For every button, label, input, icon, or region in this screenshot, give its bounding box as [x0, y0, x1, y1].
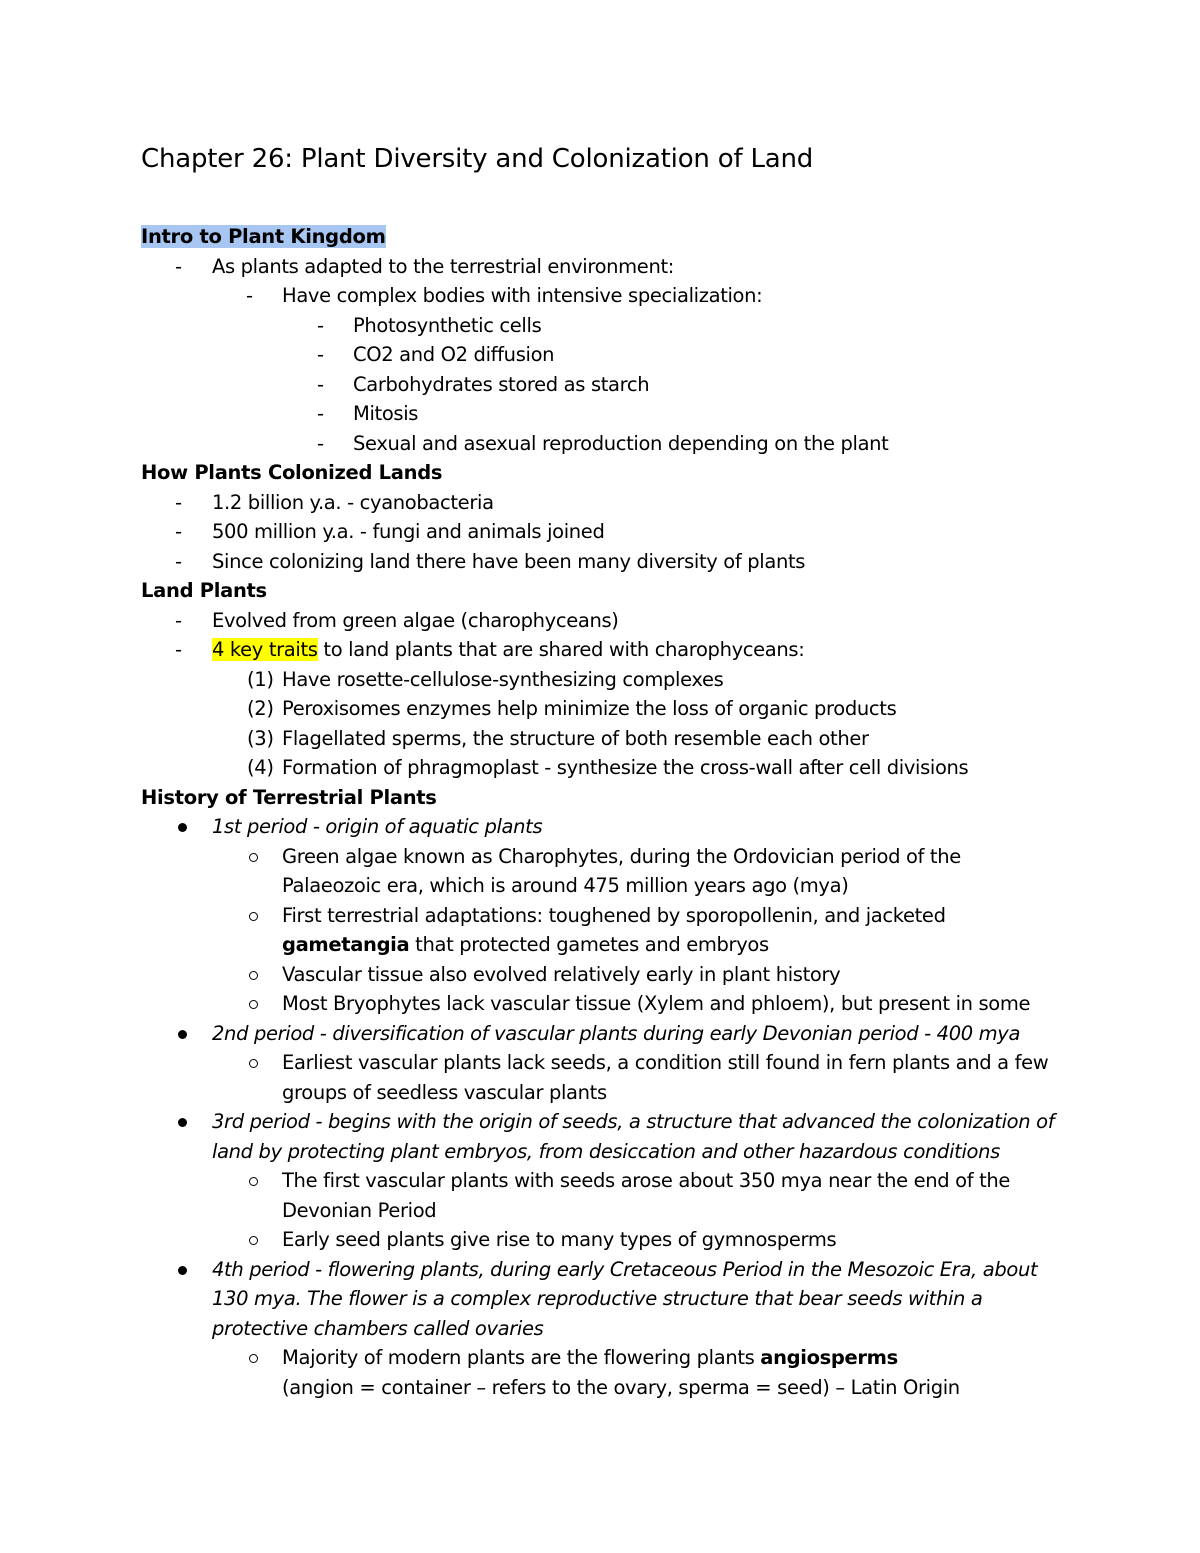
sub-bullet-continuation: gametangia that protected gametes and embryos [282, 933, 769, 956]
numbered-item: (2) Peroxisomes enzymes help minimize the loss of organic products [247, 697, 897, 720]
list-item: - 500 million y.a. - fungi and animals joined [175, 520, 605, 543]
sub-bullet-item: Early seed plants give rise to many types of gymnosperms [141, 1225, 1071, 1255]
circle-bullet-icon [249, 1000, 258, 1009]
circle-bullet-icon [249, 971, 258, 980]
list-item: - 4 key traits to land plants that are shared with charophyceans: [175, 638, 805, 661]
circle-bullet-icon [249, 853, 258, 862]
page-title: Chapter 26: Plant Diversity and Colonization of Land [141, 144, 814, 174]
sub-bullet-item: Green algae known as Charophytes, during the Ordovician period of the [141, 842, 1071, 872]
numbered-item: (4) Formation of phragmoplast - synthesize the cross-wall after cell divisions [247, 756, 969, 779]
bullet-continuation: protective chambers called ovaries [212, 1316, 544, 1340]
sub-bullet-item: The first vascular plants with seeds arose about 350 mya near the end of the [141, 1166, 1071, 1196]
document [141, 138, 1071, 1402]
bullet-continuation: 130 mya. The flower is a complex reproductive structure that bear seeds within a [212, 1287, 983, 1310]
sub-bullet-item: Majority of modern plants are the flowering plants angiosperms [141, 1343, 1071, 1373]
numbered-item: (1) Have rosette-cellulose-synthesizing complexes [247, 667, 724, 691]
list-item: - Mitosis [317, 402, 419, 425]
numbered-item: (3) Flagellated sperms, the structure of both resemble each other [247, 726, 869, 750]
bullet-continuation: land by protecting plant embryos, from desiccation and other hazardous conditions [212, 1139, 1000, 1163]
bullet-item: 2nd period - diversification of vascular plants during early Devonian period - 400 mya [141, 1019, 1071, 1049]
list-item: - Have complex bodies with intensive specialization: [246, 284, 763, 307]
list-item: - Since colonizing land there have been many diversity of plants [175, 549, 806, 573]
bullet-icon [178, 1030, 187, 1039]
section-heading-land-plants: Land Plants [141, 579, 267, 602]
list-item: - CO2 and O2 diffusion [317, 343, 555, 366]
list-item: - Sexual and asexual reproduction depending on the plant [317, 431, 889, 455]
section-heading-colonized: How Plants Colonized Lands [141, 461, 443, 484]
circle-bullet-icon [249, 1236, 258, 1245]
list-item: - Evolved from green algae (charophyceans) [175, 608, 619, 632]
list-item: - As plants adapted to the terrestrial environment: [175, 254, 674, 278]
sub-bullet-item: First terrestrial adaptations: toughened by sporopollenin, and jacketed [141, 901, 1071, 931]
list-item: - Carbohydrates stored as starch [317, 372, 650, 396]
sub-bullet-continuation: groups of seedless vascular plants [282, 1080, 607, 1104]
section-heading-intro: Intro to Plant Kingdom [141, 225, 386, 248]
section-heading-history: History of Terrestrial Plants [141, 785, 437, 809]
bullet-item: 1st period - origin of aquatic plants [141, 812, 1071, 842]
sub-bullet-continuation: (angion = container – refers to the ovary, sperma = seed) – Latin Origin [282, 1375, 960, 1399]
list-item: - 1.2 billion y.a. - cyanobacteria [175, 490, 494, 514]
circle-bullet-icon [249, 912, 258, 921]
circle-bullet-icon [249, 1354, 258, 1363]
sub-bullet-item: Earliest vascular plants lack seeds, a condition still found in fern plants and a few [141, 1048, 1071, 1078]
sub-bullet-item: Most Bryophytes lack vascular tissue (Xylem and phloem), but present in some [141, 989, 1071, 1019]
highlight-key-traits: 4 key traits [212, 638, 318, 661]
bullet-icon [178, 1118, 187, 1127]
sub-bullet-continuation: Palaeozoic era, which is around 475 million years ago (mya) [282, 874, 849, 897]
bullet-item: 3rd period - begins with the origin of seeds, a structure that advanced the colonization of [141, 1107, 1071, 1137]
bullet-icon [178, 1266, 187, 1275]
bullet-item: 4th period - flowering plants, during early Cretaceous Period in the Mesozoic Era, about [141, 1255, 1071, 1285]
circle-bullet-icon [249, 1059, 258, 1068]
list-item: - Photosynthetic cells [317, 313, 542, 337]
bullet-icon [178, 823, 187, 832]
circle-bullet-icon [249, 1177, 258, 1186]
sub-bullet-item: Vascular tissue also evolved relatively early in plant history [141, 960, 1071, 990]
sub-bullet-continuation: Devonian Period [282, 1198, 437, 1222]
